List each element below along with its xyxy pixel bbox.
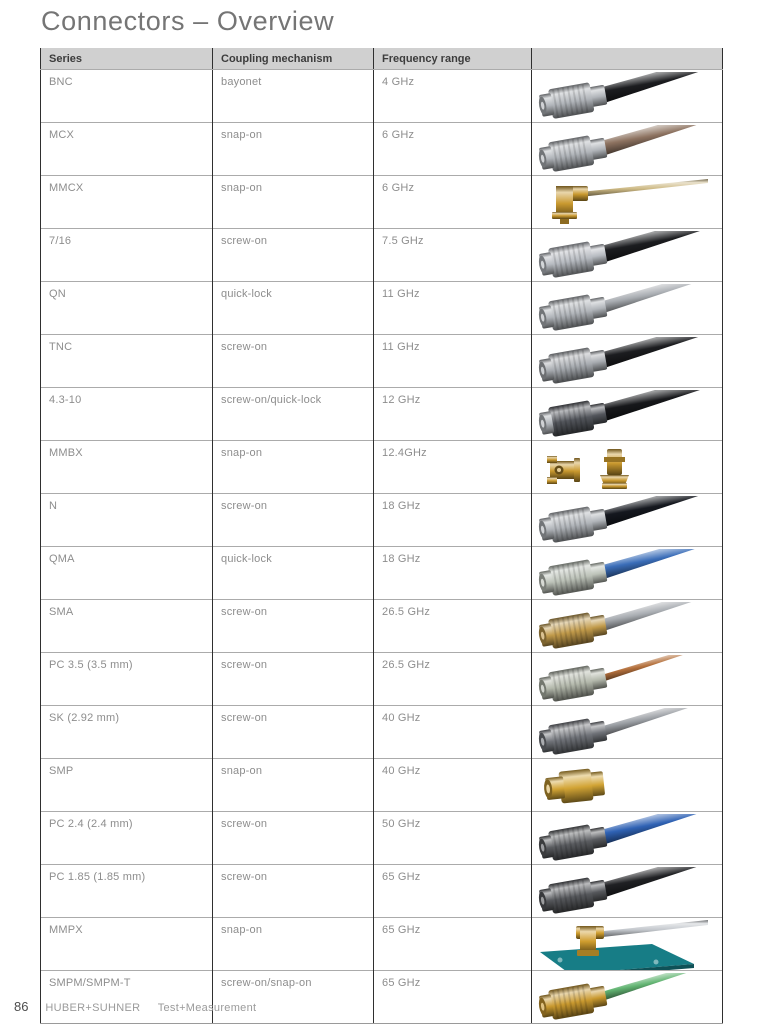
col-header-frequency: Frequency range (374, 48, 532, 69)
frequency-cell: 65 GHz (374, 864, 532, 917)
col-header-image (532, 48, 723, 69)
series-cell: QMA (41, 546, 213, 599)
pc35-connector-photo (532, 652, 723, 705)
connectors-overview-table (40, 48, 723, 1024)
series-cell: TNC (41, 334, 213, 387)
frequency-cell: 40 GHz (374, 758, 532, 811)
coupling-cell: quick-lock (213, 281, 374, 334)
table-row (41, 175, 723, 228)
series-cell: BNC (41, 69, 213, 122)
section-name: Test+Measurement (157, 1002, 257, 1014)
series-cell: 7/16 (41, 228, 213, 281)
table-row (41, 599, 723, 652)
coupling-cell: screw-on (213, 652, 374, 705)
coupling-cell: snap-on (213, 175, 374, 228)
series-cell: N (41, 493, 213, 546)
table-row (41, 281, 723, 334)
smp-connector-photo (532, 758, 723, 811)
coupling-cell: screw-on (213, 228, 374, 281)
table-row (41, 917, 723, 970)
table-row (41, 864, 723, 917)
table-header (41, 48, 723, 69)
frequency-cell: 6 GHz (374, 122, 532, 175)
frequency-cell: 26.5 GHz (374, 599, 532, 652)
tnc-connector-photo (532, 334, 723, 387)
page-number: 86 (14, 999, 29, 1014)
frequency-cell: 18 GHz (374, 493, 532, 546)
frequency-cell: 11 GHz (374, 334, 532, 387)
page-title: Connectors – Overview (41, 6, 335, 36)
brand-name: HUBER+SUHNER (45, 1002, 141, 1014)
series-cell: SMPM/SMPM-T (41, 970, 213, 1023)
coupling-cell: snap-on (213, 122, 374, 175)
frequency-cell: 40 GHz (374, 705, 532, 758)
table-body (41, 69, 723, 1023)
pc185-connector-photo (532, 864, 723, 917)
series-cell: QN (41, 281, 213, 334)
frequency-cell: 18 GHz (374, 546, 532, 599)
table-row (41, 387, 723, 440)
table-row (41, 69, 723, 122)
table-row (41, 652, 723, 705)
frequency-cell: 26.5 GHz (374, 652, 532, 705)
table-row (41, 546, 723, 599)
series-cell: 4.3-10 (41, 387, 213, 440)
col-header-series: Series (41, 48, 213, 69)
coupling-cell: screw-on/snap-on (213, 970, 374, 1023)
coupling-cell: bayonet (213, 69, 374, 122)
series-cell: MMCX (41, 175, 213, 228)
series-cell: MMBX (41, 440, 213, 493)
col-header-coupling: Coupling mechanism (213, 48, 374, 69)
frequency-cell: 7.5 GHz (374, 228, 532, 281)
qn-connector-photo (532, 281, 723, 334)
series-cell: SMP (41, 758, 213, 811)
table-row (41, 334, 723, 387)
pc24-connector-photo (532, 811, 723, 864)
coupling-cell: screw-on (213, 493, 374, 546)
table-row (41, 440, 723, 493)
qma-connector-photo (532, 546, 723, 599)
mmpx-connector-photo (532, 917, 723, 970)
table-row (41, 228, 723, 281)
page-footer (14, 999, 256, 1014)
n-connector-photo (532, 493, 723, 546)
coupling-cell: quick-lock (213, 546, 374, 599)
series-cell: SK (2.92 mm) (41, 705, 213, 758)
mmcx-connector-photo (532, 175, 723, 228)
coupling-cell: screw-on (213, 599, 374, 652)
4-3-10-connector-photo (532, 387, 723, 440)
frequency-cell: 50 GHz (374, 811, 532, 864)
series-cell: MMPX (41, 917, 213, 970)
sma-connector-photo (532, 599, 723, 652)
coupling-cell: screw-on (213, 864, 374, 917)
7-16-connector-photo (532, 228, 723, 281)
coupling-cell: screw-on (213, 334, 374, 387)
coupling-cell: screw-on/quick-lock (213, 387, 374, 440)
coupling-cell: snap-on (213, 917, 374, 970)
coupling-cell: screw-on (213, 811, 374, 864)
coupling-cell: snap-on (213, 440, 374, 493)
table-row (41, 970, 723, 1023)
frequency-cell: 65 GHz (374, 917, 532, 970)
frequency-cell: 65 GHz (374, 970, 532, 1023)
frequency-cell: 4 GHz (374, 69, 532, 122)
coupling-cell: snap-on (213, 758, 374, 811)
table-row (41, 758, 723, 811)
series-cell: PC 1.85 (1.85 mm) (41, 864, 213, 917)
table-row (41, 811, 723, 864)
mmbx-connector-photo (532, 440, 723, 493)
table-row (41, 122, 723, 175)
frequency-cell: 12.4GHz (374, 440, 532, 493)
table-row (41, 705, 723, 758)
frequency-cell: 12 GHz (374, 387, 532, 440)
series-cell: MCX (41, 122, 213, 175)
series-cell: PC 3.5 (3.5 mm) (41, 652, 213, 705)
frequency-cell: 6 GHz (374, 175, 532, 228)
smpm-connector-photo (532, 970, 723, 1023)
bnc-connector-photo (532, 69, 723, 122)
mcx-connector-photo (532, 122, 723, 175)
coupling-cell: screw-on (213, 705, 374, 758)
series-cell: SMA (41, 599, 213, 652)
sk-connector-photo (532, 705, 723, 758)
series-cell: PC 2.4 (2.4 mm) (41, 811, 213, 864)
table-row (41, 493, 723, 546)
frequency-cell: 11 GHz (374, 281, 532, 334)
